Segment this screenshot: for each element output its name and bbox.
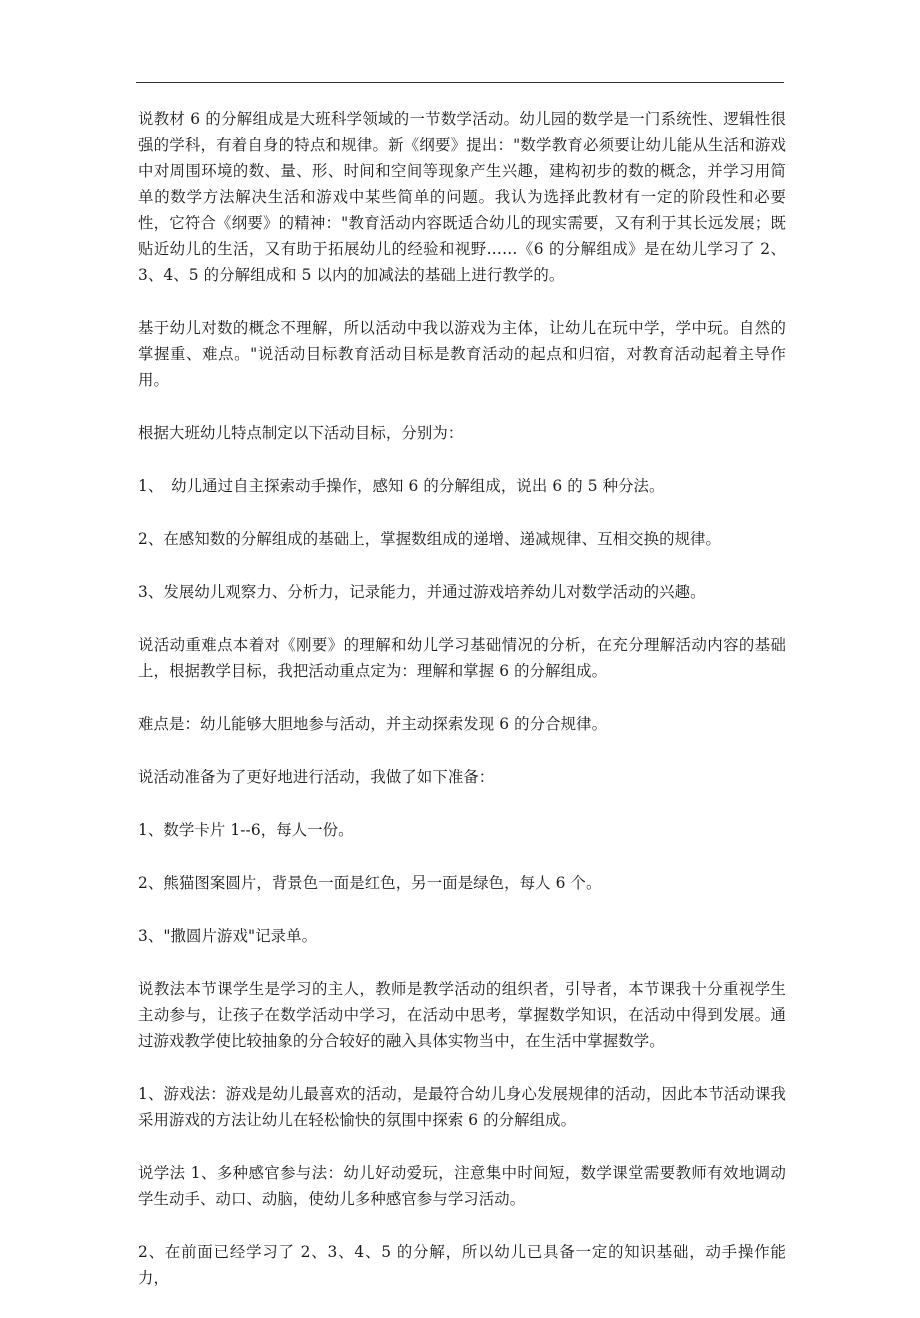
list-item-method-1: 1、游戏法：游戏是幼儿最喜欢的活动，是最符合幼儿身心发展规律的活动，因此本节活动课我采用游戏的方法让幼儿在轻松愉快的氛围中探索 6 的分解组成。 — [138, 1085, 786, 1129]
list-item-prep-3: 3、"撒圆片游戏"记录单。 — [138, 927, 318, 945]
paragraph-goals-intro: 根据大班幼儿特点制定以下活动目标，分别为： — [138, 424, 464, 442]
paragraph-game-approach: 基于幼儿对数的概念不理解，所以活动中我以游戏为主体，让幼儿在玩中学，学中玩。自然的掌握重、难点。"说活动目标教育活动目标是教育活动的起点和归宿，对教育活动起着主导作用。 — [138, 319, 786, 389]
list-item-goal-1: 1、 幼儿通过自主探索动手操作，感知 6 的分解组成，说出 6 的 5 种分法。 — [138, 477, 665, 495]
list-item-prep-2: 2、熊猫图案圆片，背景色一面是红色，另一面是绿色，每人 6 个。 — [138, 874, 602, 892]
list-item-goal-2: 2、在感知数的分解组成的基础上，掌握数组成的递增、递减规律、互相交换的规律。 — [138, 530, 722, 548]
paragraph-learning-method: 说学法 1、多种感官参与法：幼儿好动爱玩，注意集中时间短，数学课堂需要教师有效地调动学生动手、动口、动脑，使幼儿多种感官参与学习活动。 — [138, 1164, 786, 1208]
list-item-goal-3: 3、发展幼儿观察力、分析力，记录能力，并通过游戏培养幼儿对数学活动的兴趣。 — [138, 583, 706, 601]
list-item-prep-1: 1、数学卡片 1--6，每人一份。 — [138, 821, 354, 839]
paragraph-teaching-material: 说教材 6 的分解组成是大班科学领域的一节数学活动。幼儿园的数学是一门系统性、逻辑性很强的学科，有着自身的特点和规律。新《纲要》提出："数学教育必须要让幼儿能从生活和游戏中对周围环境的数、量、形、时间和空间等现象产生兴趣，建构初步的数的概念，并学习用简单的数学方法解决生活和游戏中某些简单的问题。我认为选择此教材有一定的阶段性和必要性，它符合《纲要》的精神："教育活动内容既适合幼儿的现实需要，又有利于其长远发展；既贴近幼儿的生活，又有助于拓展幼儿的经验和视野……《6 的分解组成》是在幼儿学习了 2、3、4、5 的分解组成和 5 以内的加减法的基础上进行教学的。 — [138, 110, 786, 284]
paragraph-preparation-intro: 说活动准备为了更好地进行活动，我做了如下准备： — [138, 768, 495, 786]
header-rule — [136, 82, 784, 83]
list-item-learning-2: 2、在前面已经学习了 2、3、4、5 的分解，所以幼儿已具备一定的知识基础，动手操作能力， — [138, 1243, 786, 1287]
paragraph-teaching-method: 说教法本节课学生是学习的主人，教师是教学活动的组织者，引导者，本节课我十分重视学生主动参与，让孩子在数学活动中学习，在活动中思考，掌握数学知识，在活动中得到发展。通过游戏教学使比较抽象的分合较好的融入具体实物当中，在生活中掌握数学。 — [138, 980, 786, 1050]
document-body — [138, 106, 786, 1318]
paragraph-difficulty: 难点是：幼儿能够大胆地参与活动，并主动探索发现 6 的分合规律。 — [138, 715, 608, 733]
paragraph-key-points: 说活动重难点本着对《刚要》的理解和幼儿学习基础情况的分析，在充分理解活动内容的基础上，根据教学目标，我把活动重点定为：理解和掌握 6 的分解组成。 — [138, 636, 786, 680]
